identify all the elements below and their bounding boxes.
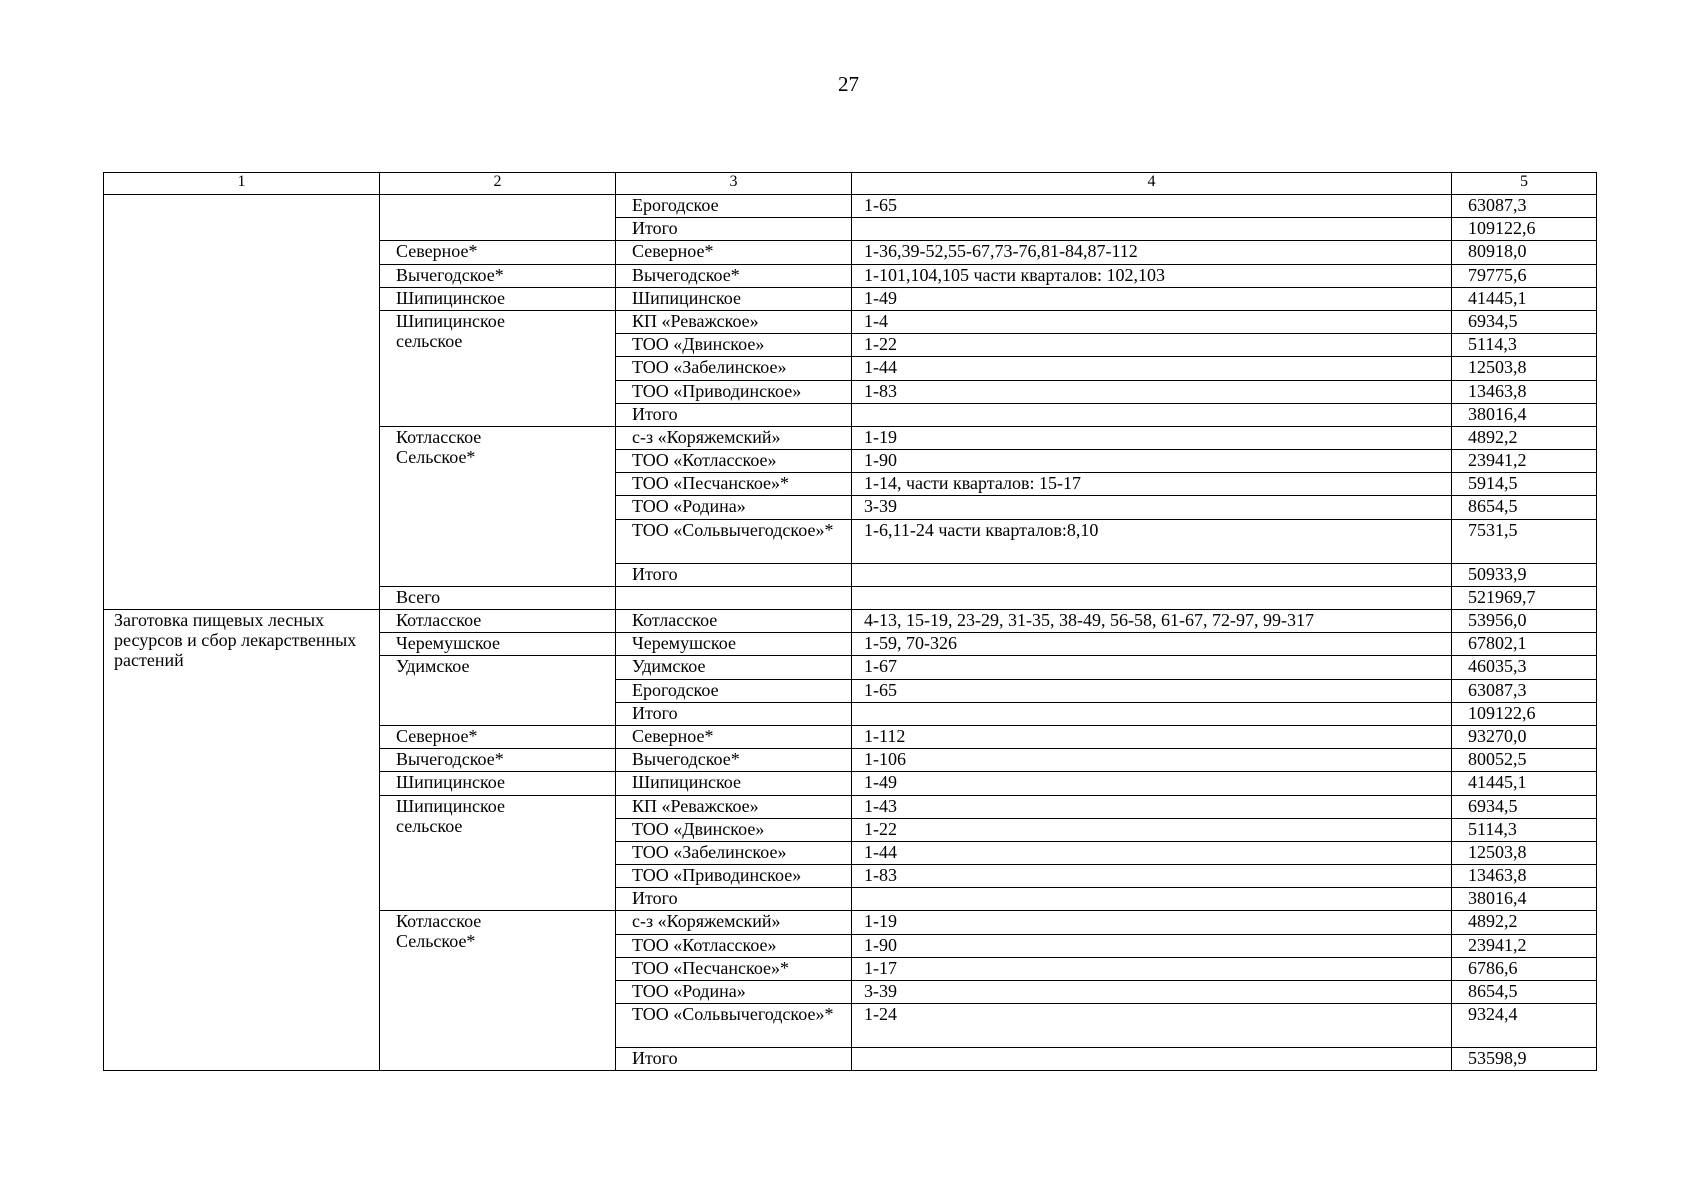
leskhoz-cell <box>380 610 616 633</box>
quarters-cell <box>852 1048 1452 1071</box>
area-cell: 50933,9 <box>1452 563 1597 586</box>
area-cell: 41445,1 <box>1452 772 1597 795</box>
area-cell: 8654,5 <box>1452 496 1597 519</box>
quarters-cell <box>852 586 1452 609</box>
area-cell: 12503,8 <box>1452 357 1597 380</box>
area-cell: 521969,7 <box>1452 586 1597 609</box>
forestry-cell: Итого <box>616 218 852 241</box>
forestry-cell: Итого <box>616 888 852 911</box>
area-cell: 53598,9 <box>1452 1048 1597 1071</box>
header-row <box>104 173 1597 195</box>
leskhoz-cell <box>380 586 616 609</box>
area-cell: 63087,3 <box>1452 679 1597 702</box>
quarters-cell: 1-67 <box>852 656 1452 679</box>
area-cell: 13463,8 <box>1452 865 1597 888</box>
quarters-cell: 1-49 <box>852 772 1452 795</box>
area-cell: 6786,6 <box>1452 957 1597 980</box>
leskhoz-label: Вычегодское* <box>396 749 504 770</box>
leskhoz-cell <box>380 656 616 726</box>
forestry-cell: Котласское <box>616 610 852 633</box>
forestry-cell: Итого <box>616 1048 852 1071</box>
area-cell: 80918,0 <box>1452 241 1597 264</box>
leskhoz-label: Северное* <box>396 241 478 262</box>
forestry-cell: Северное* <box>616 241 852 264</box>
leskhoz-label: Котласское Сельское* <box>396 426 482 467</box>
area-cell: 109122,6 <box>1452 702 1597 725</box>
forestry-cell <box>616 586 852 609</box>
area-cell: 23941,2 <box>1452 934 1597 957</box>
area-cell: 80052,5 <box>1452 749 1597 772</box>
leskhoz-cell <box>380 795 616 911</box>
leskhoz-cell <box>380 310 616 426</box>
area-cell: 9324,4 <box>1452 1004 1597 1048</box>
quarters-cell: 1-83 <box>852 380 1452 403</box>
forestry-cell: Ерогодское <box>616 195 852 218</box>
forestry-cell: Вычегодское* <box>616 264 852 287</box>
leskhoz-label: Котласское Сельское* <box>396 911 482 952</box>
leskhoz-cell <box>380 264 616 287</box>
forestry-cell: Северное* <box>616 725 852 748</box>
area-cell: 41445,1 <box>1452 287 1597 310</box>
forestry-cell: с-з «Коряжемский» <box>616 426 852 449</box>
header-col-4: 4 <box>852 173 1452 195</box>
leskhoz-cell <box>380 725 616 748</box>
forestry-cell: ТОО «Сольвычегодское»* <box>616 519 852 563</box>
leskhoz-label: Шипицинское <box>396 287 505 308</box>
area-cell: 79775,6 <box>1452 264 1597 287</box>
quarters-cell: 1-22 <box>852 818 1452 841</box>
activity-label: Заготовка пищевых лесных ресурсов и сбор лекарственных растений <box>114 610 357 670</box>
leskhoz-label: Черемушское <box>396 633 500 654</box>
quarters-cell: 3-39 <box>852 496 1452 519</box>
quarters-cell: 1-43 <box>852 795 1452 818</box>
area-cell: 4892,2 <box>1452 426 1597 449</box>
forestry-cell: Удимское <box>616 656 852 679</box>
leskhoz-label: Шипицинское сельское <box>396 310 505 351</box>
quarters-cell: 1-14, части кварталов: 15-17 <box>852 473 1452 496</box>
quarters-cell: 1-65 <box>852 195 1452 218</box>
quarters-cell <box>852 702 1452 725</box>
table-row <box>104 195 1597 218</box>
area-cell: 6934,5 <box>1452 795 1597 818</box>
forestry-cell: Шипицинское <box>616 287 852 310</box>
forestry-cell: ТОО «Песчанское»* <box>616 957 852 980</box>
quarters-cell <box>852 218 1452 241</box>
area-cell: 4892,2 <box>1452 911 1597 934</box>
leskhoz-cell <box>380 241 616 264</box>
area-cell: 109122,6 <box>1452 218 1597 241</box>
leskhoz-label: Всего <box>396 586 441 607</box>
area-cell: 67802,1 <box>1452 633 1597 656</box>
header-col-2: 2 <box>380 173 616 195</box>
area-cell: 63087,3 <box>1452 195 1597 218</box>
area-cell: 5914,5 <box>1452 473 1597 496</box>
area-cell: 7531,5 <box>1452 519 1597 563</box>
table-header <box>104 173 1597 195</box>
forestry-cell: ТОО «Родина» <box>616 981 852 1004</box>
area-cell: 23941,2 <box>1452 450 1597 473</box>
forestry-cell: ТОО «Забелинское» <box>616 357 852 380</box>
leskhoz-cell <box>380 911 616 1071</box>
quarters-cell: 1-6,11-24 части кварталов:8,10 <box>852 519 1452 563</box>
quarters-cell: 1-17 <box>852 957 1452 980</box>
forestry-cell: ТОО «Приводинское» <box>616 380 852 403</box>
quarters-cell <box>852 403 1452 426</box>
leskhoz-label: Северное* <box>396 725 478 746</box>
forestry-cell: Вычегодское* <box>616 749 852 772</box>
quarters-cell: 1-44 <box>852 841 1452 864</box>
area-cell: 13463,8 <box>1452 380 1597 403</box>
forestry-cell: с-з «Коряжемский» <box>616 911 852 934</box>
area-cell: 8654,5 <box>1452 981 1597 1004</box>
forestry-cell: ТОО «Приводинское» <box>616 865 852 888</box>
quarters-cell: 1-90 <box>852 934 1452 957</box>
quarters-cell <box>852 563 1452 586</box>
forestry-cell: ТОО «Двинское» <box>616 818 852 841</box>
page-number: 27 <box>838 72 859 96</box>
header-col-3: 3 <box>616 173 852 195</box>
forestry-cell: Черемушское <box>616 633 852 656</box>
quarters-cell: 1-49 <box>852 287 1452 310</box>
forestry-cell: ТОО «Котласское» <box>616 450 852 473</box>
area-cell: 38016,4 <box>1452 888 1597 911</box>
leskhoz-cell <box>380 195 616 241</box>
activity-cell <box>104 195 380 610</box>
area-cell: 12503,8 <box>1452 841 1597 864</box>
quarters-cell: 1-19 <box>852 426 1452 449</box>
leskhoz-cell <box>380 287 616 310</box>
leskhoz-label: Шипицинское сельское <box>396 795 505 836</box>
forestry-cell: КП «Реважское» <box>616 310 852 333</box>
leskhoz-cell <box>380 772 616 795</box>
quarters-cell: 1-4 <box>852 310 1452 333</box>
leskhoz-cell <box>380 749 616 772</box>
quarters-cell: 3-39 <box>852 981 1452 1004</box>
area-cell: 53956,0 <box>1452 610 1597 633</box>
forestry-cell: ТОО «Песчанское»* <box>616 473 852 496</box>
forestry-cell: ТОО «Двинское» <box>616 334 852 357</box>
forestry-cell: ТОО «Родина» <box>616 496 852 519</box>
quarters-cell: 1-83 <box>852 865 1452 888</box>
forestry-cell: ТОО «Сольвычегодское»* <box>616 1004 852 1048</box>
leskhoz-cell <box>380 633 616 656</box>
quarters-cell: 1-59, 70-326 <box>852 633 1452 656</box>
quarters-cell: 1-19 <box>852 911 1452 934</box>
quarters-cell: 1-101,104,105 части кварталов: 102,103 <box>852 264 1452 287</box>
quarters-cell: 1-24 <box>852 1004 1452 1048</box>
header-col-1: 1 <box>104 173 380 195</box>
area-cell: 5114,3 <box>1452 818 1597 841</box>
forestry-cell: Итого <box>616 702 852 725</box>
forestry-cell: Итого <box>616 563 852 586</box>
forestry-cell: Итого <box>616 403 852 426</box>
quarters-cell: 4-13, 15-19, 23-29, 31-35, 38-49, 56-58, 61-67, 72-97, 99-317 <box>852 610 1452 633</box>
quarters-cell: 1-65 <box>852 679 1452 702</box>
table-body <box>104 195 1597 1071</box>
quarters-cell: 1-22 <box>852 334 1452 357</box>
quarters-cell: 1-44 <box>852 357 1452 380</box>
leskhoz-label: Шипицинское <box>396 772 505 793</box>
area-cell: 6934,5 <box>1452 310 1597 333</box>
area-cell: 93270,0 <box>1452 725 1597 748</box>
leskhoz-label: Вычегодское* <box>396 264 504 285</box>
quarters-cell: 1-106 <box>852 749 1452 772</box>
area-cell: 46035,3 <box>1452 656 1597 679</box>
forestry-cell: ТОО «Котласское» <box>616 934 852 957</box>
forestry-cell: Ерогодское <box>616 679 852 702</box>
activity-cell <box>104 610 380 1071</box>
area-cell: 5114,3 <box>1452 334 1597 357</box>
quarters-cell: 1-112 <box>852 725 1452 748</box>
forest-resources-table <box>103 172 1597 1071</box>
table-row <box>104 610 1597 633</box>
quarters-cell <box>852 888 1452 911</box>
leskhoz-label: Котласское <box>396 610 482 630</box>
leskhoz-cell <box>380 426 616 586</box>
header-col-5: 5 <box>1452 173 1597 195</box>
quarters-cell: 1-36,39-52,55-67,73-76,81-84,87-112 <box>852 241 1452 264</box>
leskhoz-label: Удимское <box>396 656 470 677</box>
forestry-cell: Шипицинское <box>616 772 852 795</box>
area-cell: 38016,4 <box>1452 403 1597 426</box>
forestry-cell: КП «Реважское» <box>616 795 852 818</box>
forestry-cell: ТОО «Забелинское» <box>616 841 852 864</box>
quarters-cell: 1-90 <box>852 450 1452 473</box>
